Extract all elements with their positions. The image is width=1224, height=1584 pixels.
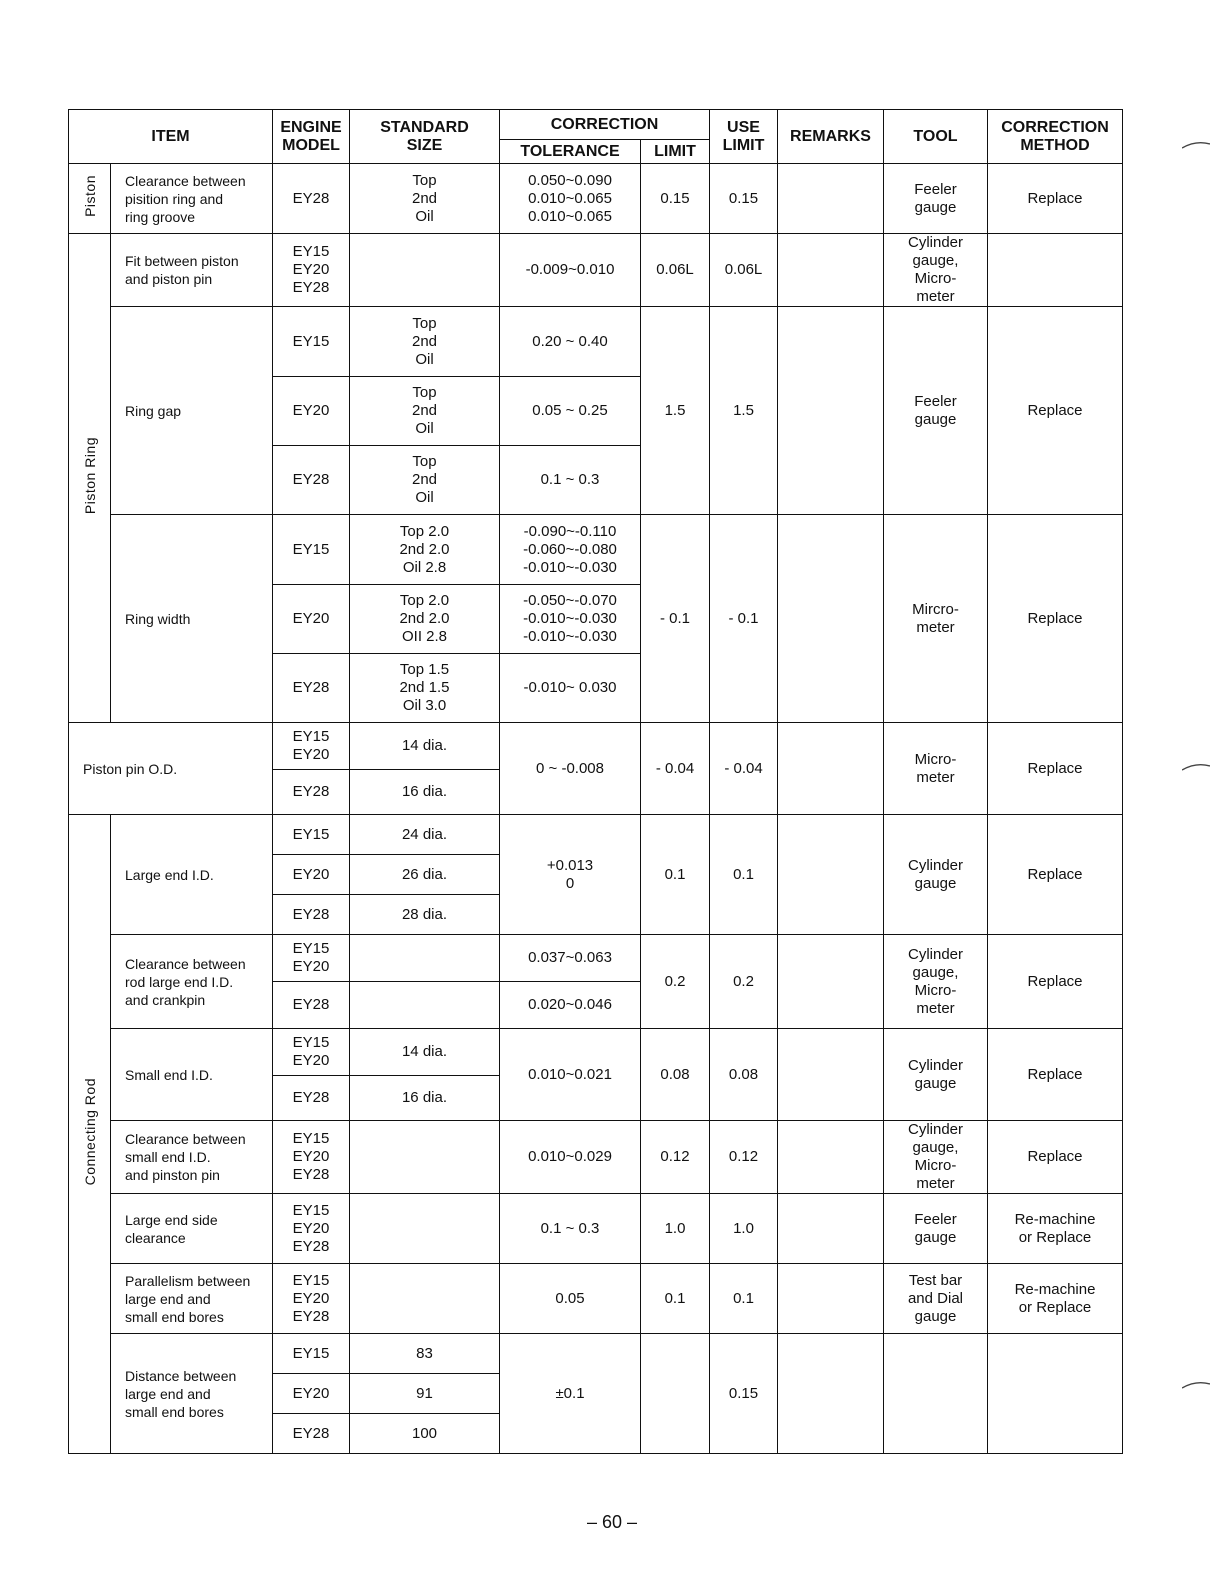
method-cell: Replace: [988, 723, 1123, 815]
model-cell: EY20: [273, 377, 350, 446]
model-cell: EY28: [273, 446, 350, 515]
tool-cell: Feeler gauge: [884, 1194, 988, 1264]
remarks-cell: [778, 164, 884, 234]
limit-cell: 0.12: [641, 1121, 710, 1194]
model-cell: EY28: [273, 770, 350, 815]
tool-cell: [884, 1334, 988, 1454]
tool-cell: Cylinder gauge: [884, 1029, 988, 1121]
tolerance-cell: -0.050~-0.070 -0.010~-0.030 -0.010~-0.030: [500, 585, 641, 654]
method-cell: Replace: [988, 164, 1123, 234]
item-cell: Parallelism between large end and small end bores: [111, 1264, 273, 1334]
model-cell: EY15: [273, 815, 350, 855]
maintenance-spec-table: [68, 109, 1123, 1454]
model-cell: EY15 EY20: [273, 723, 350, 770]
tolerance-cell: 0.037~0.063: [500, 935, 641, 982]
binding-mark: [1182, 140, 1210, 150]
use-limit-cell: 1.5: [710, 307, 778, 515]
category-label: Connecting Rod: [81, 1077, 98, 1186]
model-cell: EY15: [273, 307, 350, 377]
model-cell: EY28: [273, 654, 350, 723]
size-cell: 26 dia.: [350, 855, 500, 895]
tolerance-cell: +0.013 0: [500, 815, 641, 935]
size-cell: 100: [350, 1414, 500, 1454]
use-limit-cell: - 0.1: [710, 515, 778, 723]
header-use-limit: USE LIMIT: [710, 110, 778, 164]
item-cell: Large end I.D.: [111, 815, 273, 935]
use-limit-cell: 0.15: [710, 164, 778, 234]
remarks-cell: [778, 1264, 884, 1334]
size-cell: Top 2nd Oil: [350, 446, 500, 515]
remarks-cell: [778, 815, 884, 935]
category-label: Piston: [81, 175, 98, 217]
tool-cell: Feeler gauge: [884, 307, 988, 515]
limit-cell: 0.2: [641, 935, 710, 1029]
size-cell: 14 dia.: [350, 1029, 500, 1076]
table-row: [69, 234, 1123, 307]
limit-cell: 0.1: [641, 1264, 710, 1334]
size-cell: 28 dia.: [350, 895, 500, 935]
method-cell: Replace: [988, 815, 1123, 935]
size-cell: 16 dia.: [350, 770, 500, 815]
use-limit-cell: 1.0: [710, 1194, 778, 1264]
tool-cell: Cylinder gauge, Micro- meter: [884, 1121, 988, 1194]
tool-cell: Feeler gauge: [884, 164, 988, 234]
limit-cell: [641, 1334, 710, 1454]
tolerance-cell: -0.090~-0.110 -0.060~-0.080 -0.010~-0.030: [500, 515, 641, 585]
model-cell: EY15 EY20 EY28: [273, 1121, 350, 1194]
table-row: [69, 1334, 1123, 1374]
model-cell: EY20: [273, 855, 350, 895]
use-limit-cell: 0.15: [710, 1334, 778, 1454]
header-remarks: REMARKS: [778, 110, 884, 164]
category-piston-ring: [69, 234, 111, 723]
remarks-cell: [778, 1334, 884, 1454]
use-limit-cell: 0.06L: [710, 234, 778, 307]
size-cell: [350, 935, 500, 982]
tolerance-cell: ±0.1: [500, 1334, 641, 1454]
header-correction-method: CORRECTION METHOD: [988, 110, 1123, 164]
model-cell: EY15: [273, 1334, 350, 1374]
model-cell: EY15 EY20: [273, 935, 350, 982]
item-cell: Clearance between pisition ring and ring groove: [111, 164, 273, 234]
tool-cell: Mircro- meter: [884, 515, 988, 723]
table-row: [69, 935, 1123, 982]
method-cell: [988, 1334, 1123, 1454]
tolerance-cell: 0.05 ~ 0.25: [500, 377, 641, 446]
model-cell: EY28: [273, 1414, 350, 1454]
model-cell: EY15 EY20: [273, 1029, 350, 1076]
tool-cell: Test bar and Dial gauge: [884, 1264, 988, 1334]
header-engine-model: ENGINE MODEL: [273, 110, 350, 164]
tolerance-cell: -0.010~ 0.030: [500, 654, 641, 723]
tolerance-cell: 0.20 ~ 0.40: [500, 307, 641, 377]
table-row: [69, 815, 1123, 855]
table-row: [69, 1264, 1123, 1334]
use-limit-cell: 0.12: [710, 1121, 778, 1194]
tool-cell: Cylinder gauge, Micro- meter: [884, 935, 988, 1029]
size-cell: Top 2.0 2nd 2.0 OII 2.8: [350, 585, 500, 654]
table-row: [69, 1029, 1123, 1076]
tolerance-cell: 0.1 ~ 0.3: [500, 446, 641, 515]
binding-mark: [1182, 1380, 1210, 1390]
size-cell: 16 dia.: [350, 1076, 500, 1121]
category-connecting-rod: [69, 815, 111, 1454]
method-cell: Re-machine or Replace: [988, 1194, 1123, 1264]
size-cell: Top 2nd Oil: [350, 164, 500, 234]
limit-cell: - 0.04: [641, 723, 710, 815]
size-cell: [350, 1121, 500, 1194]
size-cell: Top 2nd Oil: [350, 307, 500, 377]
table-row: [69, 1194, 1123, 1264]
model-cell: EY28: [273, 164, 350, 234]
remarks-cell: [778, 723, 884, 815]
item-cell: Clearance between rod large end I.D. and crankpin: [111, 935, 273, 1029]
model-cell: EY15: [273, 515, 350, 585]
tolerance-cell: 0.020~0.046: [500, 982, 641, 1029]
size-cell: [350, 1264, 500, 1334]
model-cell: EY15 EY20 EY28: [273, 1264, 350, 1334]
size-cell: 83: [350, 1334, 500, 1374]
remarks-cell: [778, 935, 884, 1029]
size-cell: Top 2nd Oil: [350, 377, 500, 446]
remarks-cell: [778, 307, 884, 515]
remarks-cell: [778, 234, 884, 307]
use-limit-cell: 0.08: [710, 1029, 778, 1121]
header-row-1: [69, 110, 1123, 140]
size-cell: [350, 982, 500, 1029]
limit-cell: 0.08: [641, 1029, 710, 1121]
tool-cell: Cylinder gauge: [884, 815, 988, 935]
item-cell: Ring width: [111, 515, 273, 723]
method-cell: Replace: [988, 1121, 1123, 1194]
table-row: [69, 515, 1123, 585]
method-cell: Replace: [988, 515, 1123, 723]
item-cell: Clearance between small end I.D. and pinston pin: [111, 1121, 273, 1194]
size-cell: 24 dia.: [350, 815, 500, 855]
table-row: [69, 164, 1123, 234]
model-cell: EY15 EY20 EY28: [273, 1194, 350, 1264]
limit-cell: 0.1: [641, 815, 710, 935]
limit-cell: - 0.1: [641, 515, 710, 723]
model-cell: EY28: [273, 895, 350, 935]
model-cell: EY20: [273, 1374, 350, 1414]
header-item: ITEM: [69, 110, 273, 164]
use-limit-cell: 0.1: [710, 1264, 778, 1334]
size-cell: [350, 1194, 500, 1264]
header-standard-size: STANDARD SIZE: [350, 110, 500, 164]
tolerance-cell: -0.009~0.010: [500, 234, 641, 307]
model-cell: EY28: [273, 1076, 350, 1121]
method-cell: Replace: [988, 935, 1123, 1029]
tolerance-cell: 0.010~0.021: [500, 1029, 641, 1121]
header-tolerance: TOLERANCE: [500, 140, 641, 164]
remarks-cell: [778, 1029, 884, 1121]
item-cell: Piston pin O.D.: [69, 723, 273, 815]
method-cell: Replace: [988, 307, 1123, 515]
header-correction: CORRECTION: [500, 110, 710, 140]
header-tool: TOOL: [884, 110, 988, 164]
item-cell: Small end I.D.: [111, 1029, 273, 1121]
size-cell: Top 1.5 2nd 1.5 Oil 3.0: [350, 654, 500, 723]
item-cell: Large end side clearance: [111, 1194, 273, 1264]
size-cell: 14 dia.: [350, 723, 500, 770]
method-cell: Replace: [988, 1029, 1123, 1121]
remarks-cell: [778, 1121, 884, 1194]
method-cell: [988, 234, 1123, 307]
tolerance-cell: 0.1 ~ 0.3: [500, 1194, 641, 1264]
model-cell: EY28: [273, 982, 350, 1029]
limit-cell: 0.06L: [641, 234, 710, 307]
limit-cell: 0.15: [641, 164, 710, 234]
tool-cell: Cylinder gauge, Micro- meter: [884, 234, 988, 307]
category-piston: [69, 164, 111, 234]
limit-cell: 1.0: [641, 1194, 710, 1264]
table-row: [69, 723, 1123, 770]
header-limit: LIMIT: [641, 140, 710, 164]
size-cell: 91: [350, 1374, 500, 1414]
table-row: [69, 1121, 1123, 1194]
remarks-cell: [778, 515, 884, 723]
model-cell: EY15 EY20 EY28: [273, 234, 350, 307]
remarks-cell: [778, 1194, 884, 1264]
method-cell: Re-machine or Replace: [988, 1264, 1123, 1334]
tolerance-cell: 0.010~0.029: [500, 1121, 641, 1194]
item-cell: Ring gap: [111, 307, 273, 515]
binding-mark: [1182, 762, 1210, 772]
tolerance-cell: 0 ~ -0.008: [500, 723, 641, 815]
item-cell: Distance between large end and small end bores: [111, 1334, 273, 1454]
table-row: [69, 307, 1123, 377]
model-cell: EY20: [273, 585, 350, 654]
tolerance-cell: 0.05: [500, 1264, 641, 1334]
page-number: – 60 –: [586, 1512, 638, 1532]
use-limit-cell: - 0.04: [710, 723, 778, 815]
category-label: Piston Ring: [81, 436, 98, 515]
size-cell: Top 2.0 2nd 2.0 Oil 2.8: [350, 515, 500, 585]
tool-cell: Micro- meter: [884, 723, 988, 815]
tolerance-cell: 0.050~0.090 0.010~0.065 0.010~0.065: [500, 164, 641, 234]
size-cell: [350, 234, 500, 307]
limit-cell: 1.5: [641, 307, 710, 515]
use-limit-cell: 0.1: [710, 815, 778, 935]
item-cell: Fit between piston and piston pin: [111, 234, 273, 307]
use-limit-cell: 0.2: [710, 935, 778, 1029]
